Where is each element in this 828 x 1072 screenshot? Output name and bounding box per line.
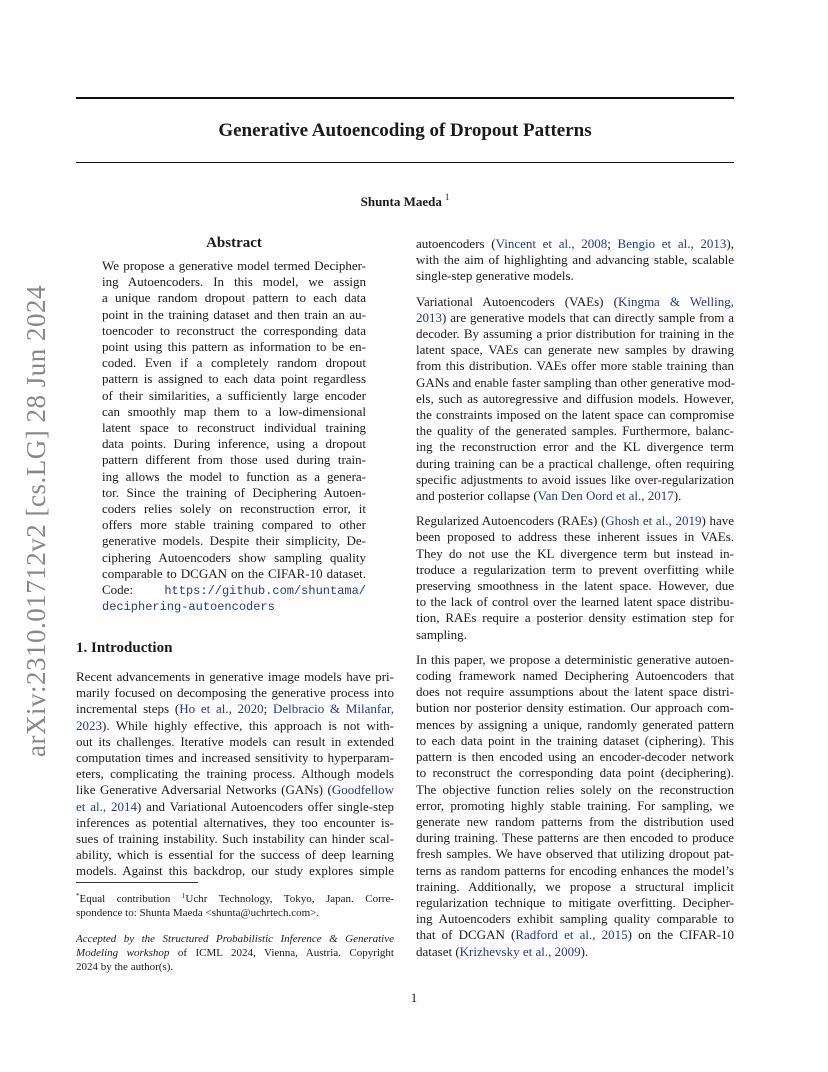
paragraph-line: Variational Autoencoders (VAEs) (Kingma & Welling, (416, 293, 734, 309)
citation-link[interactable]: Radford et al., 2015 (515, 927, 628, 943)
abstract-line: toencoder to reconstruct the corresponding data (102, 322, 366, 338)
footnote-line-1 (76, 889, 394, 906)
abstract-line: We propose a generative model termed Decipher- (102, 258, 366, 273)
abstract-line: latent space to reconstruct individual training (102, 420, 366, 436)
introduction-line: 2023). While highly effective, this approach is not with- (76, 717, 394, 733)
citation-link[interactable]: Krizhevsky et al., 2009 (459, 943, 581, 959)
paragraph-line: the constraints imposed on the latent space can compromise (416, 407, 734, 423)
citation-link[interactable]: Goodfellow (331, 782, 394, 798)
paragraph-line: sampling. (416, 626, 467, 642)
paragraph-line: with the aim of highlighting and advancing stable, scalable (416, 252, 734, 268)
paragraph-line: and posterior collapse (Van Den Oord et al., 2017). (416, 488, 682, 504)
paragraph-line: training. Additionally, we propose a structural implicit (416, 878, 734, 894)
paragraph-line: 2013) are generative models that can directly sample from a (416, 309, 734, 325)
abstract-line: pattern different from those used during train- (102, 452, 366, 468)
paragraph-line: They do not use the KL divergence term but instead in- (416, 545, 734, 561)
paragraph (416, 294, 734, 505)
citation-link[interactable]: Ho et al., 2020 (179, 701, 264, 717)
footnote-rule (76, 882, 198, 883)
citation-link[interactable]: Van Den Oord et al., 2017 (537, 488, 674, 504)
abstract-line: data points. During inference, using a dropout (102, 436, 366, 452)
equal-contribution: Equal contribution (79, 893, 171, 905)
paragraph-line: pattern is then encoded using an encoder-decoder network (416, 749, 734, 765)
citation-link[interactable]: 2023 (76, 717, 102, 733)
introduction-line: sues of training instability. Such instability can hinder scal- (76, 831, 394, 847)
paragraph-line: fresh samples. We have observed that utilizing dropout pat- (416, 846, 734, 862)
code-link-continued[interactable]: deciphering-autoencoders (102, 600, 275, 615)
abstract-line: ing allows the model to function as a genera- (102, 468, 366, 484)
introduction-line: et al., 2014) and Variational Autoencoders offer single-step (76, 798, 394, 814)
affiliation: Uchr Technology, Tokyo, Japan. Corre- (185, 893, 394, 905)
paragraph-line: been proposed to address these inherent issues in VAEs. (416, 529, 734, 545)
citation-link[interactable]: et al., 2014 (76, 798, 137, 814)
introduction-line: ability, which is essential for the success of deep learning (76, 847, 394, 863)
abstract-line: tor. Since the training of Deciphering Autoen- (102, 484, 366, 500)
right-column-body (416, 236, 734, 969)
footnote-one: 1 (181, 892, 186, 900)
citation-link[interactable]: Bengio et al., 2013 (617, 236, 727, 251)
abstract-lines (102, 258, 366, 582)
paragraph (416, 513, 734, 643)
citation-link[interactable]: Ghosh et al., 2019 (605, 513, 702, 529)
accepted-line-1 (76, 932, 394, 946)
paragraph-line: tion, RAEs require a posterior density estimation step for (416, 610, 734, 626)
abstract-line: generative models. Despite their simplicity, De- (102, 533, 366, 549)
accepted-workshop-italic: Modeling workshop (76, 947, 170, 959)
paragraph-line: specific adjustments to avoid issues like over-regularization (416, 471, 734, 487)
paper-title: Generative Autoencoding of Dropout Patterns (218, 120, 592, 141)
abstract-line: pattern is assigned to each data point regardless (102, 371, 366, 387)
paragraph-line: during training can be a practical challenge, often requiring (416, 455, 734, 471)
abstract-line: ciphering Autoencoders show sampling quality (102, 549, 366, 565)
paragraph-line: that of DCGAN (Radford et al., 2015) on the CIFAR-10 (416, 927, 734, 943)
paragraph-line: In this paper, we propose a deterministic generative autoen- (416, 651, 734, 667)
paragraph-line: autoencoders (Vincent et al., 2008; Bengio et al., 2013), (416, 236, 734, 251)
accepted-conference: of ICML 2024, Vienna, Austria. Copyright (169, 947, 394, 959)
author-affiliation-mark: 1 (444, 192, 450, 202)
abstract-line: coded. Even if a completely random dropout (102, 355, 366, 371)
introduction-heading: 1. Introduction (76, 640, 173, 656)
citation-link[interactable]: Kingma & Welling, (617, 293, 734, 309)
paragraph-line: error, promoting highly stable training. For sampling, we (416, 797, 734, 813)
acceptance-note (76, 932, 394, 974)
abstract-line: offers more stable training compared to other (102, 517, 366, 533)
introduction-line: Recent advancements in generative image models have pri- (76, 669, 394, 684)
citation-link[interactable]: Delbracio & Milanfar, (272, 701, 394, 717)
introduction-line: eters, complicating the training process. Although models (76, 766, 394, 782)
paragraph-line: generate new random patterns from the distribution used (416, 813, 734, 829)
paragraph-line: coding framework named Deciphering Autoencoders that (416, 668, 734, 684)
paragraph-line: during training. These patterns are then encoded to produce (416, 830, 734, 846)
paragraph-line: the quality of the generated samples. Furthermore, balanc- (416, 423, 734, 439)
copyright-line: 2024 by the author(s). (76, 961, 174, 973)
paragraph-line: Regularized Autoencoders (RAEs) (Ghosh et al., 2019) have (416, 513, 734, 529)
title-top-rule (76, 97, 734, 99)
abstract-code-line (102, 582, 366, 599)
paragraph-line: to reconstruct the corresponding data point (deciphering). (416, 765, 734, 781)
accepted-line-2 (76, 946, 394, 960)
footnote (76, 889, 394, 920)
correspondence: spondence to: Shunta Maeda <shunta@uchrtech.com>. (76, 907, 320, 919)
introduction-line: marily focused on decomposing the generative process into (76, 685, 394, 701)
paragraph-line: mences by assigning a unique, randomly generated pattern (416, 716, 734, 732)
code-link[interactable]: https://github.com/shuntama/ (164, 584, 366, 599)
paragraph-line: troduce a regularization term to prevent overfitting while (416, 561, 734, 577)
abstract-line: coders relies solely on reconstruction error, it (102, 501, 366, 517)
abstract-heading: Abstract (206, 235, 262, 251)
paragraph-line: to each data point in the training dataset (ciphering). This (416, 732, 734, 748)
arxiv-identifier-sidebar: arXiv:2310.01712v2 [cs.LG] 28 Jun 2024 (21, 285, 51, 757)
abstract-line: comparable to DCGAN on the CIFAR-10 dataset. (102, 565, 366, 581)
paragraph-line: ing the reconstruction error and the KL divergence term (416, 439, 734, 455)
introduction-line: computation times and increased sensitivity to hyperparam- (76, 750, 394, 766)
paragraph-line: latent space, VAEs can generate new samples by drawing (416, 342, 734, 358)
paragraph-line: regularization technique to mitigate overfitting. Decipher- (416, 894, 734, 910)
paragraph-line: single-step generative models. (416, 268, 574, 284)
author-name: Shunta Maeda (360, 194, 442, 209)
paragraph-line: The objective function relies solely on the reconstruction (416, 781, 734, 797)
paragraph-line: decoder. By assuming a prior distribution for training in the (416, 326, 734, 342)
accepted-venue-italic: Accepted by the Structured Probabilistic Inference & Generative (76, 933, 394, 945)
paragraph-line: GANs and enable faster sampling than other generative mod- (416, 374, 736, 390)
paragraph (416, 236, 734, 285)
paragraph-line: terns as random patterns for encoding enhances the model’s (416, 862, 734, 878)
paragraph-line: does not require assumptions about the latent space distri- (416, 684, 734, 700)
abstract-line: point in the training dataset and then train an au- (102, 306, 366, 322)
paragraph (416, 652, 734, 960)
paragraph-line: preserving smoothness in the latent space. However, due (416, 578, 734, 594)
abstract-body (102, 258, 366, 615)
paragraph-line: ing Autoencoders exhibit sampling quality comparable to (416, 911, 734, 927)
author-line (76, 192, 734, 210)
introduction-line: incremental steps (Ho et al., 2020; Delbracio & Milanfar, (76, 701, 394, 717)
paragraph-line: bution nor posterior density estimation. Our approach com- (416, 700, 734, 716)
footnote-star: * (76, 892, 80, 900)
abstract-line: of their similarities, a sufficiently large encoder (102, 387, 366, 403)
code-label: Code: (102, 582, 134, 598)
abstract-line: ing Autoencoders. In this model, we assign (102, 274, 366, 290)
paragraph-line: to the lack of control over the learned latent space distribu- (416, 594, 734, 610)
introduction-body (76, 669, 394, 880)
citation-link[interactable]: Vincent et al., 2008 (495, 236, 608, 251)
paragraph-line: from this distribution. VAEs offer more stable training than (416, 358, 734, 374)
paragraph-line: dataset (Krizhevsky et al., 2009). (416, 943, 589, 959)
introduction-line: like Generative Adversarial Networks (GANs) (Goodfellow (76, 782, 394, 798)
abstract-line: can smoothly map them to a low-dimensional (102, 403, 366, 419)
introduction-line: inferences as potential alternatives, they too encounter is- (76, 814, 394, 830)
introduction-line: out its challenges. Iterative models can result in extended (76, 733, 394, 749)
paragraph-line: els, such as autoregressive and diffusion models. However, (416, 390, 734, 406)
citation-link[interactable]: 2013 (416, 309, 442, 325)
abstract-line: point using this pattern as information to be en- (102, 339, 366, 355)
page-number: 1 (410, 990, 418, 1005)
title-bottom-rule (76, 162, 734, 163)
introduction-line: models. Against this backdrop, our study explores simple (76, 863, 394, 879)
abstract-line: a unique random dropout pattern to each data (102, 290, 366, 306)
